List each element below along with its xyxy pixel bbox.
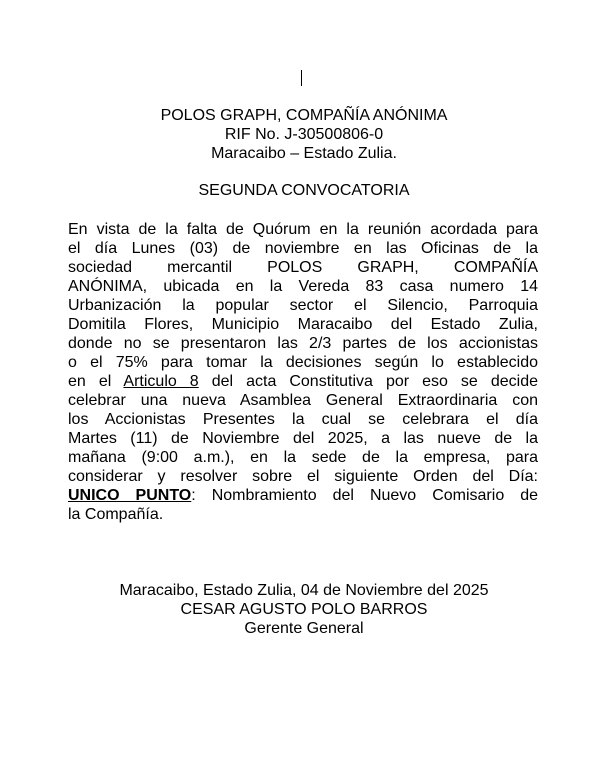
body-line: [68, 372, 538, 391]
agenda-item-label: UNICO PUNTO: [68, 487, 192, 504]
document-header: [0, 106, 608, 163]
body-line: Urbanización la popular sector el Silencio, Parroquia: [68, 297, 538, 314]
body-line: mañana (9:00 a.m.), en la sede de la empresa, para: [68, 449, 538, 466]
text-cursor: [301, 70, 302, 86]
body-line: En vista de la falta de Quórum en la reunión acordada para: [68, 221, 538, 238]
signature-place-date: Maracaibo, Estado Zulia, 04 de Noviembre del 2025: [119, 582, 489, 599]
body-line: ANÓNIMA, ubicada en la Vereda 83 casa numero 14: [68, 278, 538, 295]
body-line: los Accionistas Presentes la cual se celebrara el día: [68, 411, 538, 428]
signatory-name: CESAR AGUSTO POLO BARROS: [180, 601, 428, 618]
company-name: POLOS GRAPH, COMPAÑÍA ANÓNIMA: [160, 107, 448, 124]
body-line: Domitila Flores, Municipio Maracaibo del Estado Zulia,: [68, 316, 538, 333]
body-line: celebrar una nueva Asamblea General Extraordinaria con: [68, 392, 538, 409]
body-text-fragment: en el: [68, 373, 124, 390]
body-line: el día Lunes (03) de noviembre en las Oficinas de la: [68, 240, 538, 257]
signatory-role: Gerente General: [244, 620, 364, 637]
body-line: o el 75% para tomar la decisiones según lo establecido: [68, 354, 538, 371]
signature-block: [0, 581, 608, 638]
body-line: la Compañía.: [68, 506, 164, 523]
body-line: sociedad mercantil POLOS GRAPH, COMPAÑÍA: [68, 259, 538, 276]
body-text-fragment: del acta Constitutiva por eso se decide: [198, 373, 539, 390]
agenda-item-text: : Nombramiento del Nuevo Comisario de: [191, 487, 539, 504]
company-rif: RIF No. J-30500806-0: [224, 126, 384, 143]
body-line: [68, 486, 538, 505]
article-reference: Articulo 8: [123, 373, 199, 390]
body-line: considerar y resolver sobre el siguiente Orden del Día:: [68, 468, 538, 485]
company-location: Maracaibo – Estado Zulia.: [211, 145, 397, 162]
document-title: SEGUNDA CONVOCATORIA: [198, 182, 410, 199]
body-line: Martes (11) de Noviembre del 2025, a las nueve de la: [68, 430, 538, 447]
body-line: donde no se presentaron las 2/3 partes de los accionistas: [68, 335, 538, 352]
body-paragraph: [68, 220, 538, 524]
